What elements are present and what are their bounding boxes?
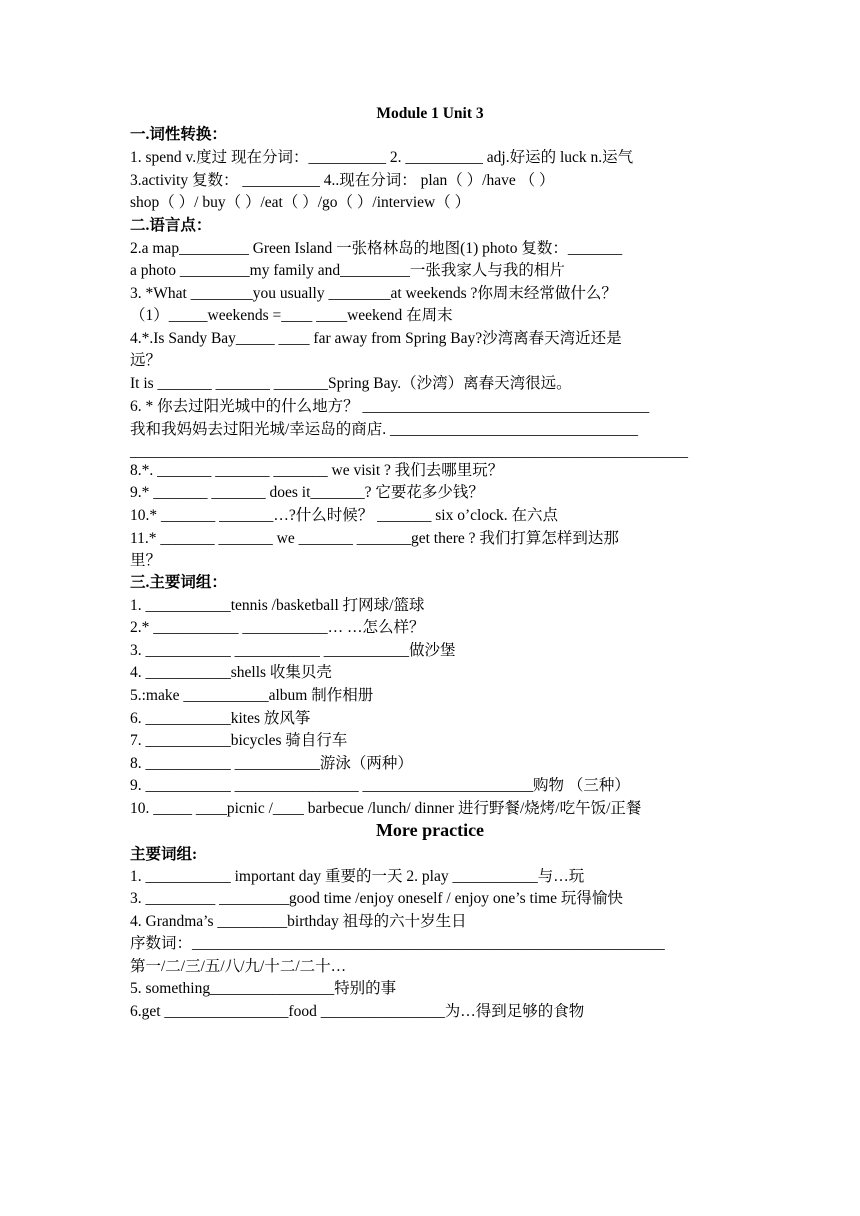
text-line: 6.get ________________food ________________为…得到足够的食物	[130, 1003, 585, 1020]
text-line: 8. ___________ ___________游泳（两种）	[130, 755, 413, 772]
section-heading-1: 一.词性转换：	[130, 126, 227, 143]
text-line: 3.activity 复数： __________ 4..现在分词： plan（ ）/have （ ）	[130, 172, 555, 189]
text-line: 6. * 你去过阳光城中的什么地方？ _____________________________________	[130, 398, 650, 415]
text-line: 1. ___________ important day 重要的一天 2. play ___________与…玩	[130, 868, 585, 885]
answer-rule-line: ________________________________________________________________________	[130, 443, 688, 460]
text-line: 2.* ___________ ___________… …怎么样？	[130, 619, 425, 636]
text-line: 6. ___________kites 放风筝	[130, 710, 311, 727]
text-line: 5.:make ___________album 制作相册	[130, 687, 374, 704]
section-heading-2: 二.语言点：	[130, 217, 212, 234]
section-heading-4: 主要词组:	[130, 846, 198, 863]
text-line: 8.*. _______ _______ _______ we visit ? 我们去哪里玩？	[130, 462, 504, 479]
text-line: 10. _____ ____picnic /____ barbecue /lunch/ dinner 进行野餐/烧烤/吃午饭/正餐	[130, 800, 642, 817]
text-line: 4. Grandma’s _________birthday 祖母的六十岁生日	[130, 913, 467, 930]
text-line: 11.* _______ _______ we _______ _______get there ? 我们打算怎样到达那	[130, 530, 619, 547]
text-line: 4. ___________shells 收集贝壳	[130, 664, 332, 681]
text-line: 3. ___________ ___________ ___________做沙堡	[130, 642, 456, 659]
text-line: 第一/二/三/五/八/九/十二/二十…	[130, 958, 347, 975]
text-line: It is _______ _______ _______Spring Bay.（沙湾）离春天湾很远。	[130, 375, 572, 392]
text-line: a photo _________my family and_________一张我家人与我的相片	[130, 262, 565, 279]
text-line: 5. something________________特别的事	[130, 980, 397, 997]
text-line: （1）_____weekends =____ ____weekend 在周末	[130, 307, 453, 324]
text-line: 我和我妈妈去过阳光城/幸运岛的商店. ________________________________	[130, 421, 639, 438]
text-line: 3. _________ _________good time /enjoy oneself / enjoy one’s time 玩得愉快	[130, 890, 623, 907]
text-line: 里？	[130, 552, 162, 569]
text-line: 1. spend v.度过 现在分词：__________ 2. __________ adj.好运的 luck n.运气	[130, 149, 634, 166]
text-line: 9.* _______ _______ does it_______? 它要花多少钱？	[130, 484, 484, 501]
text-line: 3. *What ________you usually ________at weekends ?你周末经常做什么？	[130, 285, 617, 302]
text-line: 2.a map_________ Green Island 一张格林岛的地图(1) photo 复数：_______	[130, 240, 623, 257]
text-line: 10.* _______ _______…?什么时候？ _______ six o’clock. 在六点	[130, 507, 558, 524]
page-title: Module 1 Unit 3	[376, 105, 484, 122]
text-line: 序数词：_____________________________________________________________	[130, 935, 665, 952]
text-line: 9. ___________ ________________ ______________________购物 （三种）	[130, 777, 630, 794]
text-line: 1. ___________tennis /basketball 打网球/篮球	[130, 597, 425, 614]
text-line: 4.*.Is Sandy Bay_____ ____ far away from Spring Bay?沙湾离春天湾近还是	[130, 330, 622, 347]
section-title-more-practice: More practice	[375, 820, 485, 840]
text-line: shop（ ）/ buy（ ）/eat（ ）/go（ ）/interview（ ）	[130, 194, 471, 211]
text-line: 7. ___________bicycles 骑自行车	[130, 732, 348, 749]
text-line: 远？	[130, 352, 162, 369]
section-heading-3: 三.主要词组：	[130, 574, 227, 591]
